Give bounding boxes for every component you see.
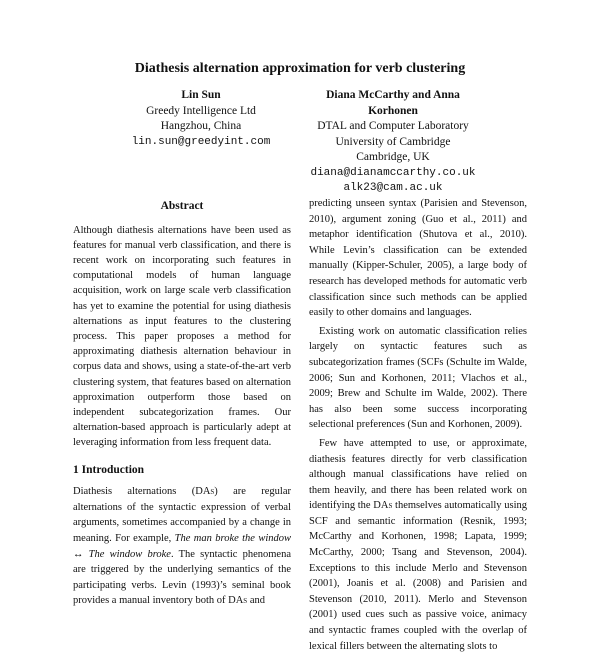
right-column	[309, 196, 527, 654]
intro-paragraph: Diathesis alternations (DAs) are regular alternations of the syntactic expression of verbal arguments, sometimes accompanied by a change in meaning. For example, The man broke the window ↔ The window broke. The syntactic phenomena are triggered by the underlying semantics of the participating verbs. Levin (1993)’s seminal book provides a manual inventory both of DAs and	[73, 486, 292, 607]
abstract-text: Although diathesis alternations have been used as features for manual verb classification, and there is recent work on incorporating such features in computational models of human language acquisition, work on large scale verb classification has yet to examine the potential for using diathesis alternations as input features to the clustering process. This paper proposes a method for approximating diathesis alternation behaviour in corpus data and shows, using a state-of-the-art verb clustering system, that features based on alternation approximation outperform those based on independent subcategorization frames. Our alternation-based approach is particularly adept at leveraging information from less frequent data.	[73, 224, 291, 449]
paper-title: Diathesis alternation approximation for verb clustering	[134, 61, 466, 76]
author-affiliation: Cambridge, UK	[356, 151, 430, 163]
body-paragraph: Few have attempted to use, or approximate, diathesis features directly for verb classification although manual classifications have relied on them heavily, and there has been related work on identifying the DAs themselves automatically using SCF and semantic information (Resnik, 1993; McCarthy and Korhonen, 1998; Lapata, 1999; McCarthy, 2000; Tsang and Stevenson, 2004). Exceptions to this include Merlo and Stevenson (2001), Joanis et al. (2008) and Parisien and Stevenson (2010, 2011). Merlo and Stevenson (2001) used cues such as passive voice, animacy and syntactic frames coupled with the overlap of lexical fillers between the alternating slots to	[309, 437, 527, 652]
author-affiliation: University of Cambridge	[335, 135, 451, 148]
author-email: diana@dianamccarthy.co.uk	[310, 166, 476, 179]
author-name: Lin Sun	[181, 89, 221, 101]
body-paragraph: predicting unseen syntax (Parisien and Stevenson, 2010), argument zoning (Guo et al., 2011) and metaphor identification (Shutova et al., 2010). While Levin’s classification can be extended manually (Kipper-Schuler, 2005), a large body of research has developed methods for automatic verb classification since such methods can be applied easily to other domains and languages.	[309, 198, 527, 319]
author-email: lin.sun@greedyint.com	[131, 135, 271, 148]
left-column	[73, 199, 291, 609]
body-paragraph: Existing work on automatic classification relies largely on syntactic features such as subcategorization frames (SCFs (Schulte im Walde, 2006; Sun and Korhonen, 2011; Vlachos et al., 2009; Brew and Schulte im Walde, 2002). There has also been some success incorporating selectional preferences (Sun and Korhonen, 2009).	[309, 325, 527, 431]
author-name: Diana McCarthy and Anna Korhonen	[326, 89, 460, 117]
abstract-heading: Abstract	[160, 200, 204, 212]
author-affiliation: Greedy Intelligence Ltd	[146, 104, 256, 117]
author-affiliation: Hangzhou, China	[160, 120, 242, 132]
introduction-heading: 1 Introduction	[73, 463, 145, 476]
author-affiliation: DTAL and Computer Laboratory	[317, 120, 469, 132]
author-block-1	[118, 88, 284, 150]
author-block-2	[310, 88, 476, 197]
author-email: alk23@cam.ac.uk	[343, 182, 443, 194]
